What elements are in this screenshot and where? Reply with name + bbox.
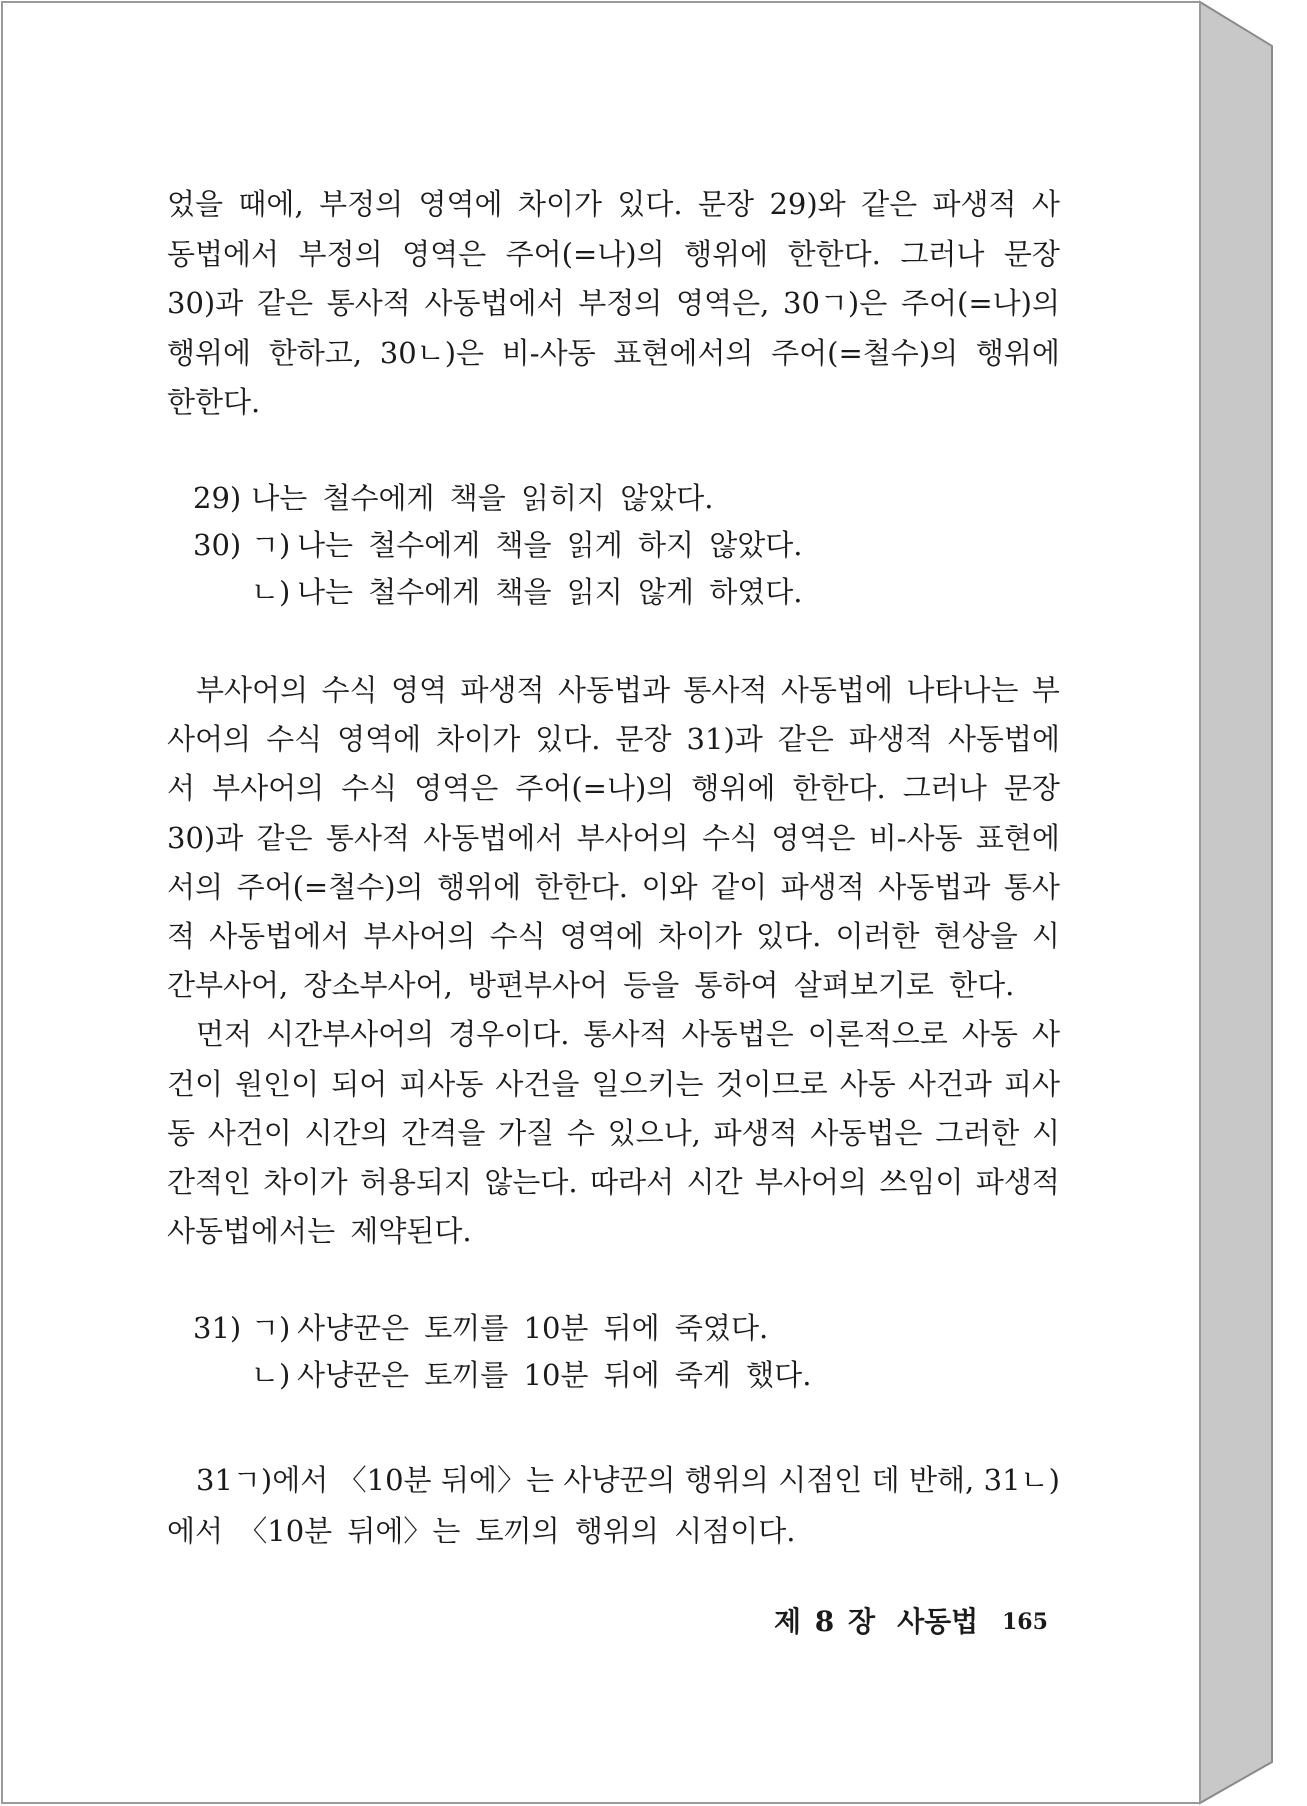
word: 피사동 bbox=[399, 1066, 484, 1101]
word: 부사어의 bbox=[576, 820, 689, 855]
word: 사 bbox=[1031, 1017, 1060, 1052]
word: 같은 bbox=[256, 286, 313, 320]
word: 때에, bbox=[238, 187, 304, 221]
word: 주어(=나)의 bbox=[515, 771, 675, 806]
example-sentence bbox=[193, 1305, 811, 1352]
example-text: 사냥꾼은 토끼를 10분 뒤에 죽였다. bbox=[297, 1311, 769, 1345]
word: 사동법에서 bbox=[424, 286, 565, 320]
word: 동 bbox=[167, 1115, 196, 1150]
word: 31ㄴ) bbox=[983, 1463, 1060, 1497]
word: 31ㄱ)에서 bbox=[196, 1463, 329, 1497]
word: 현상을 bbox=[933, 918, 1018, 953]
word: 적 bbox=[167, 918, 196, 953]
word: 비-사동 bbox=[868, 820, 963, 855]
word: 30)과 bbox=[167, 820, 244, 855]
word: 한한다. bbox=[792, 771, 886, 806]
word: 같은 bbox=[777, 722, 834, 757]
word: 차이가 bbox=[436, 722, 521, 757]
word: 행위에 bbox=[437, 869, 522, 904]
word: 한하고, bbox=[268, 335, 363, 370]
word: 먼저 bbox=[196, 1017, 253, 1052]
example-sentence bbox=[193, 475, 803, 522]
word: 않는다. bbox=[484, 1164, 578, 1199]
text-line: 사동법에서는 제약된다. bbox=[167, 1214, 472, 1249]
text-line bbox=[167, 329, 1060, 379]
text-line: 에서 〈10분 뒤에〉는 토끼의 행위의 시점이다. bbox=[167, 1514, 796, 1548]
word: 수식 bbox=[702, 820, 759, 855]
word: 허용되지 bbox=[359, 1164, 472, 1199]
word: 31)과 bbox=[686, 722, 763, 757]
word: 영역에 bbox=[337, 722, 422, 757]
word: 문장 bbox=[1003, 236, 1060, 271]
word: 시 bbox=[1031, 1115, 1060, 1150]
word: 통사적 bbox=[583, 1017, 668, 1052]
example-sub-label: ㄱ) bbox=[251, 1311, 291, 1345]
example-list-2 bbox=[193, 1305, 811, 1399]
word: 그러한 bbox=[935, 1115, 1020, 1150]
word: 차이가 bbox=[263, 1164, 348, 1199]
word: 같은 bbox=[256, 820, 313, 855]
chapter-title: 사동법 bbox=[897, 1605, 979, 1638]
text-line bbox=[167, 764, 1060, 813]
word: 사동법은 bbox=[810, 1115, 923, 1150]
word: 있으나, bbox=[607, 1115, 701, 1150]
text-line bbox=[167, 814, 1060, 863]
word: 30)과 bbox=[167, 286, 244, 320]
word: 것이므로 bbox=[715, 1066, 828, 1101]
word: 사동법에 bbox=[780, 673, 893, 707]
word: 시간부사어의 bbox=[266, 1017, 435, 1052]
word: 파생적 bbox=[932, 187, 1017, 221]
word: 차이가 bbox=[657, 918, 742, 953]
word: 데 bbox=[871, 1463, 900, 1497]
word: 통사적 bbox=[683, 673, 768, 707]
word: 뒤에〉는 bbox=[440, 1463, 554, 1497]
word: 사 bbox=[1031, 187, 1060, 221]
word: 파생적 bbox=[780, 869, 865, 904]
word: 행위에 bbox=[167, 335, 252, 370]
word: 같이 bbox=[711, 869, 768, 904]
word: 이와 bbox=[641, 869, 698, 904]
book-edge bbox=[1200, 2, 1272, 1803]
word: 부사어의 bbox=[196, 673, 309, 707]
word: 서 bbox=[167, 771, 196, 806]
text-line: 간부사어, 장소부사어, 방편부사어 등을 통하여 살펴보기로 한다. bbox=[167, 968, 1015, 1003]
example-number: 29) bbox=[193, 481, 242, 515]
word: 통사적 bbox=[326, 286, 411, 320]
word: 주어(=철수)의 bbox=[236, 869, 424, 904]
word: 있다. bbox=[535, 722, 601, 757]
word: 사어의 bbox=[167, 722, 252, 757]
word: 표현에서의 bbox=[613, 335, 754, 370]
paragraph-3 bbox=[167, 1455, 1060, 1557]
word: 사동법과 bbox=[878, 869, 991, 904]
word: 시점인 bbox=[778, 1463, 863, 1497]
word: 부정의 bbox=[319, 187, 404, 221]
word: 서의 bbox=[167, 869, 224, 904]
word: 사건과 bbox=[907, 1066, 992, 1101]
word: 사건이 bbox=[207, 1115, 292, 1150]
word: 되어 bbox=[331, 1066, 388, 1101]
word: 주어(=나)의 bbox=[900, 286, 1060, 320]
word: 반해, bbox=[909, 1463, 975, 1497]
word: 그러나 bbox=[900, 236, 985, 271]
word: 행위의 bbox=[684, 1463, 769, 1497]
example-number: 30) bbox=[193, 528, 242, 562]
text-line bbox=[167, 1109, 1060, 1158]
word: 시 bbox=[1031, 918, 1060, 953]
word: 주어(=철수)의 bbox=[771, 335, 959, 370]
word: 영역은 bbox=[414, 771, 499, 806]
word: 있다. bbox=[756, 918, 822, 953]
text-line bbox=[167, 715, 1060, 764]
word: 부 bbox=[1031, 673, 1060, 707]
text-line: 한한다. bbox=[167, 385, 261, 419]
word: 수식 bbox=[489, 918, 546, 953]
word: 피사 bbox=[1003, 1066, 1060, 1101]
word: 이론적으로 bbox=[807, 1017, 948, 1052]
word: 파생적 bbox=[975, 1164, 1060, 1199]
word: 가질 bbox=[498, 1115, 555, 1150]
word: 행위에 bbox=[975, 335, 1060, 370]
paragraph-1 bbox=[167, 180, 1060, 428]
word: 같은 bbox=[861, 187, 918, 221]
word: 수식 bbox=[341, 771, 398, 806]
word: 통사적 bbox=[325, 820, 410, 855]
word: 사동법에 bbox=[947, 722, 1060, 757]
word: 사동법과 bbox=[557, 673, 670, 707]
example-sentence bbox=[193, 522, 803, 569]
word: 비-사동 bbox=[501, 335, 596, 370]
word: 었을 bbox=[167, 187, 224, 221]
word: 파생적 bbox=[713, 1115, 798, 1150]
word: 문장 bbox=[1003, 771, 1060, 806]
word: 행위에 bbox=[684, 236, 769, 271]
running-footer bbox=[774, 1602, 978, 1642]
word: 한한다. bbox=[534, 869, 628, 904]
text-line bbox=[167, 666, 1060, 715]
word: 이러한 bbox=[835, 918, 920, 953]
paragraph-2 bbox=[167, 666, 1060, 1256]
word: 영역에 bbox=[559, 918, 644, 953]
word: 따라서 bbox=[590, 1164, 675, 1199]
example-sub-label: ㄴ) bbox=[251, 1358, 291, 1392]
example-number: 31) bbox=[193, 1311, 242, 1345]
word: 그러나 bbox=[902, 771, 987, 806]
word: 사동법에서 bbox=[423, 820, 564, 855]
word: 수 bbox=[566, 1115, 595, 1150]
text-line bbox=[167, 1455, 1060, 1506]
text-line bbox=[167, 1060, 1060, 1109]
word: 문장 bbox=[615, 722, 672, 757]
word: 수식 bbox=[321, 673, 378, 707]
example-text: 나는 철수에게 책을 읽히지 않았다. bbox=[251, 481, 714, 515]
word: 표현에 bbox=[975, 820, 1060, 855]
text-line bbox=[167, 180, 1060, 230]
word: 영역은, bbox=[676, 286, 770, 320]
example-text: 나는 철수에게 책을 읽지 않게 하였다. bbox=[297, 575, 803, 609]
example-sub-label: ㄱ) bbox=[251, 528, 291, 562]
word: 쓰임이 bbox=[879, 1164, 964, 1199]
word: 시간의 bbox=[304, 1115, 389, 1150]
word: 영역은 bbox=[771, 820, 856, 855]
word: 사동 bbox=[839, 1066, 896, 1101]
word: 차이가 bbox=[517, 187, 602, 221]
example-sub-label: ㄴ) bbox=[251, 575, 291, 609]
word: 간적인 bbox=[167, 1164, 252, 1199]
word: 있다. bbox=[617, 187, 683, 221]
word: 30ㄱ)은 bbox=[783, 286, 888, 320]
page-number: 165 bbox=[1002, 1609, 1048, 1635]
word: 영역은 bbox=[402, 236, 487, 271]
word: 〈10분 bbox=[337, 1463, 432, 1497]
text-line bbox=[167, 230, 1060, 280]
word: 행위에 bbox=[691, 771, 776, 806]
word: 일으키는 bbox=[591, 1066, 704, 1101]
word: 경우이다. bbox=[448, 1017, 570, 1052]
word: 시간 bbox=[686, 1164, 743, 1199]
example-sentence bbox=[193, 1352, 811, 1399]
word: 사동법에서 bbox=[209, 918, 350, 953]
example-text: 사냥꾼은 토끼를 10분 뒤에 죽게 했다. bbox=[297, 1358, 812, 1392]
word: 건이 bbox=[167, 1066, 224, 1101]
word: 사냥꾼의 bbox=[563, 1463, 676, 1497]
example-sentence bbox=[193, 569, 803, 616]
text-line bbox=[167, 1158, 1060, 1207]
text-line bbox=[167, 912, 1060, 961]
word: 파생적 bbox=[460, 673, 545, 707]
word: 영역 bbox=[390, 673, 447, 707]
example-text: 나는 철수에게 책을 읽게 하지 않았다. bbox=[297, 528, 803, 562]
word: 원인이 bbox=[235, 1066, 320, 1101]
word: 부사어의 bbox=[754, 1164, 867, 1199]
word: 부정의 bbox=[298, 236, 383, 271]
word: 나타나는 bbox=[906, 673, 1019, 707]
example-list-1 bbox=[193, 475, 803, 616]
word: 사건을 bbox=[495, 1066, 580, 1101]
chapter-number: 제 8 장 bbox=[774, 1605, 876, 1638]
word: 통사 bbox=[1003, 869, 1060, 904]
word: 29)와 bbox=[769, 187, 846, 221]
word: 사동법은 bbox=[681, 1017, 794, 1052]
word: 간격을 bbox=[401, 1115, 486, 1150]
word: 부사어의 bbox=[212, 771, 325, 806]
word: 문장 bbox=[698, 187, 755, 221]
word: 파생적 bbox=[848, 722, 933, 757]
word: 30ㄴ)은 bbox=[379, 335, 485, 370]
text-line bbox=[167, 1010, 1060, 1059]
word: 주어(=나)의 bbox=[505, 236, 665, 271]
text-line bbox=[167, 863, 1060, 912]
word: 부사어의 bbox=[363, 918, 476, 953]
word: 사동 bbox=[961, 1017, 1018, 1052]
word: 한한다. bbox=[787, 236, 881, 271]
word: 영역에 bbox=[418, 187, 503, 221]
word: 동법에서 bbox=[167, 236, 280, 271]
word: 수식 bbox=[266, 722, 323, 757]
text-line bbox=[167, 279, 1060, 329]
word: 부정의 bbox=[578, 286, 663, 320]
